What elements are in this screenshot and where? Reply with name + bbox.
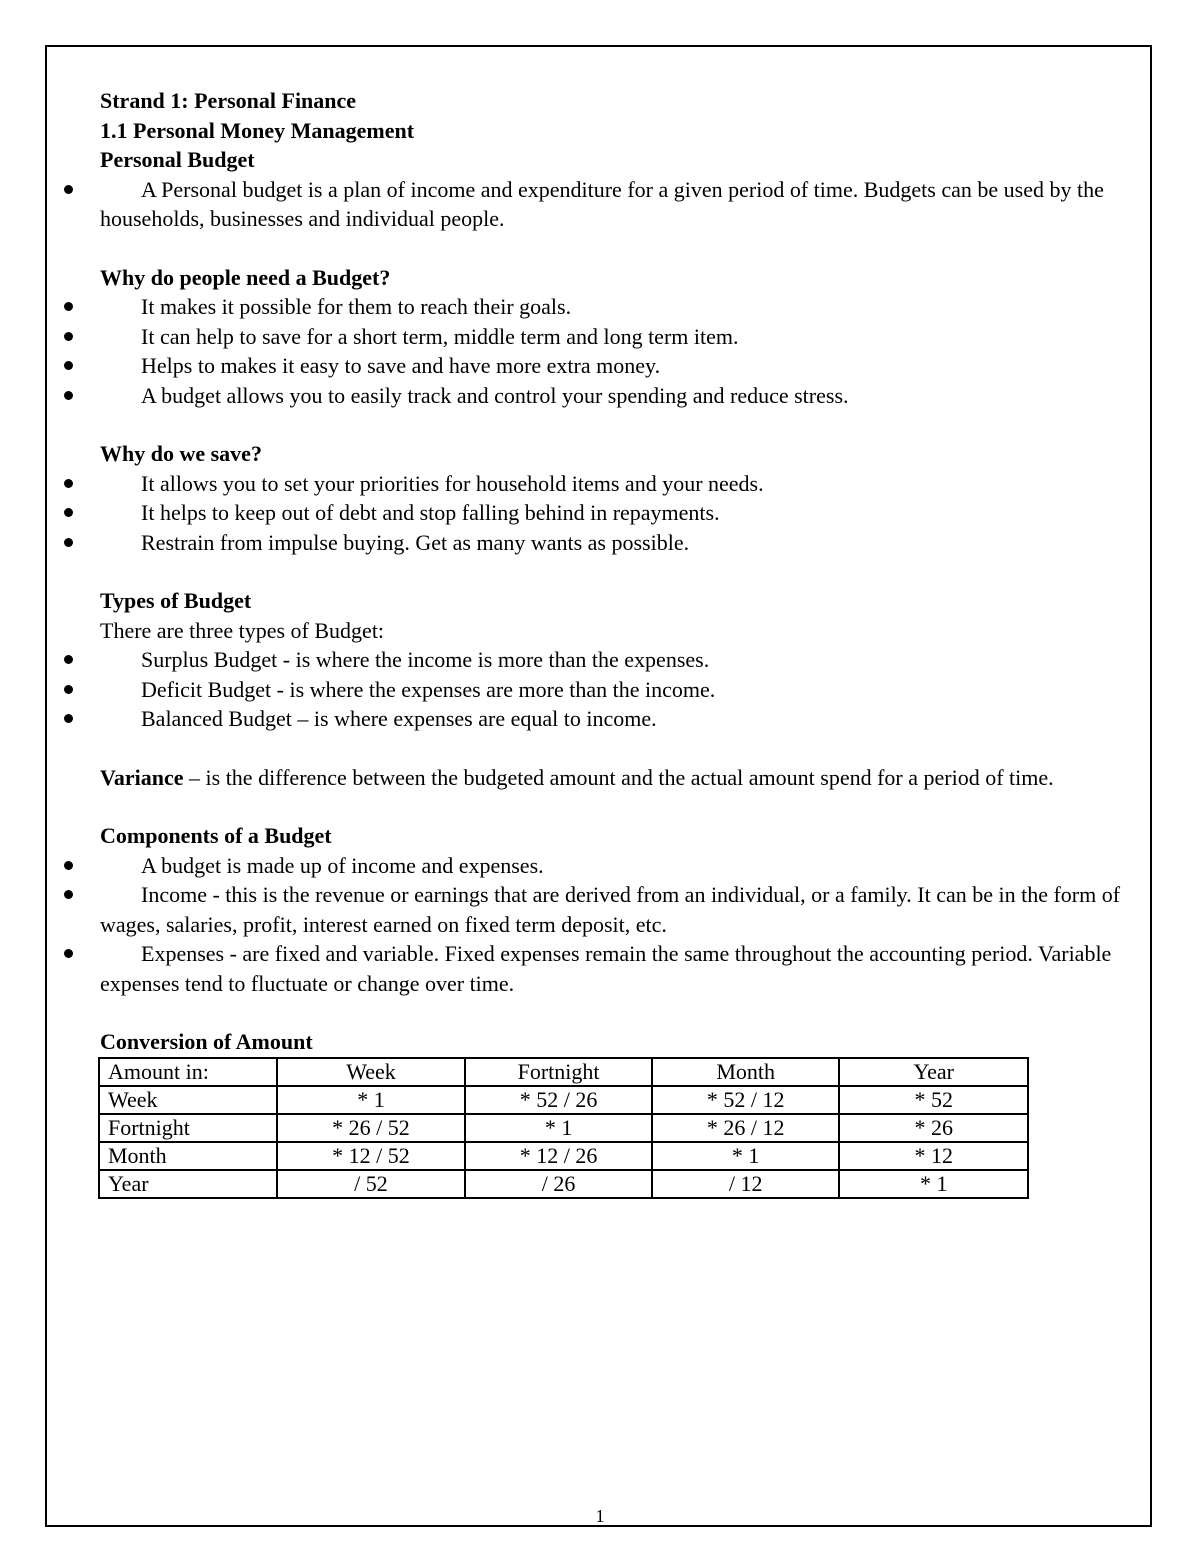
list-item: It helps to keep out of debt and stop falling behind in repayments. (100, 498, 1140, 528)
table-header-row (99, 1058, 1028, 1086)
section-title: 1.1 Personal Money Management (100, 117, 415, 143)
variance-definition: – is the difference between the budgeted amount and the actual amount spend for a period of time. (183, 764, 1054, 790)
list-item: Balanced Budget – is where expenses are equal to income. (100, 704, 1140, 734)
types-list (100, 645, 1140, 734)
spacer (100, 557, 1140, 586)
list-item: A Personal budget is a plan of income and expenditure for a given period of time. Budgets can be used by the households, businesses and individual people. (100, 175, 1140, 234)
personal-budget-heading: Personal Budget (100, 147, 255, 172)
table-cell: * 12 (839, 1142, 1028, 1170)
spacer (100, 410, 1140, 439)
why-budget-heading: Why do people need a Budget? (100, 264, 391, 290)
spacer (100, 792, 1140, 821)
why-save-list (100, 469, 1140, 558)
components-list (100, 851, 1140, 999)
row-label-cell: Year (99, 1170, 277, 1198)
table-cell: * 52 (839, 1086, 1028, 1114)
list-item: It can help to save for a short term, middle term and long term item. (100, 322, 1140, 352)
table-cell: * 1 (652, 1142, 840, 1170)
table-row (99, 1086, 1028, 1114)
header-cell: Year (839, 1058, 1028, 1086)
types-heading: Types of Budget (100, 588, 252, 613)
components-heading: Components of a Budget (100, 823, 332, 848)
table-cell: / 12 (652, 1170, 840, 1198)
table-cell: * 12 / 26 (465, 1142, 652, 1170)
table-cell: * 26 / 52 (277, 1114, 466, 1142)
types-intro: There are three types of Budget: (100, 617, 385, 643)
list-item: It allows you to set your priorities for household items and your needs. (100, 469, 1140, 499)
why-save-heading: Why do we save? (100, 441, 262, 466)
table-row (99, 1114, 1028, 1142)
table-cell: * 1 (839, 1170, 1028, 1198)
document-content (100, 86, 1140, 1199)
spacer (100, 734, 1140, 763)
list-item: Restrain from impulse buying. Get as many wants as possible. (100, 528, 1140, 558)
list-item: Expenses - are fixed and variable. Fixed expenses remain the same throughout the accounting period. Variable expenses tend to fluctuate or change over time. (100, 939, 1140, 998)
table-cell: * 52 / 12 (652, 1086, 840, 1114)
list-item: It makes it possible for them to reach their goals. (100, 292, 1140, 322)
list-item: A budget is made up of income and expenses. (100, 851, 1140, 881)
row-label-cell: Month (99, 1142, 277, 1170)
table-cell: * 1 (465, 1114, 652, 1142)
table-cell: * 26 / 12 (652, 1114, 840, 1142)
personal-budget-list (100, 175, 1140, 234)
strand-title: Strand 1: Personal Finance (100, 88, 357, 113)
variance-paragraph (100, 763, 1140, 793)
table-row (99, 1170, 1028, 1198)
header-cell: Week (277, 1058, 466, 1086)
spacer (100, 234, 1140, 263)
table-cell: / 26 (465, 1170, 652, 1198)
header-cell: Amount in: (99, 1058, 277, 1086)
header-cell: Fortnight (465, 1058, 652, 1086)
list-item: Deficit Budget - is where the expenses are more than the income. (100, 675, 1140, 705)
conversion-heading: Conversion of Amount (100, 1029, 313, 1054)
header-cell: Month (652, 1058, 840, 1086)
table-cell: * 1 (277, 1086, 466, 1114)
variance-term: Variance (100, 764, 184, 790)
list-item: Surplus Budget - is where the income is more than the expenses. (100, 645, 1140, 675)
table-cell: * 52 / 26 (465, 1086, 652, 1114)
row-label-cell: Fortnight (99, 1114, 277, 1142)
page-number: 1 (595, 1506, 605, 1526)
spacer (100, 998, 1140, 1027)
table-cell: * 12 / 52 (277, 1142, 466, 1170)
list-item: A budget allows you to easily track and control your spending and reduce stress. (100, 381, 1140, 411)
table-cell: * 26 (839, 1114, 1028, 1142)
list-item: Income - this is the revenue or earnings that are derived from an individual, or a family. It can be in the form of wages, salaries, profit, interest earned on fixed term deposit, etc. (100, 880, 1140, 939)
table-cell: / 52 (277, 1170, 466, 1198)
row-label-cell: Week (99, 1086, 277, 1114)
table-row (99, 1142, 1028, 1170)
why-budget-list (100, 292, 1140, 410)
list-item: Helps to makes it easy to save and have more extra money. (100, 351, 1140, 381)
conversion-table (98, 1057, 1029, 1199)
